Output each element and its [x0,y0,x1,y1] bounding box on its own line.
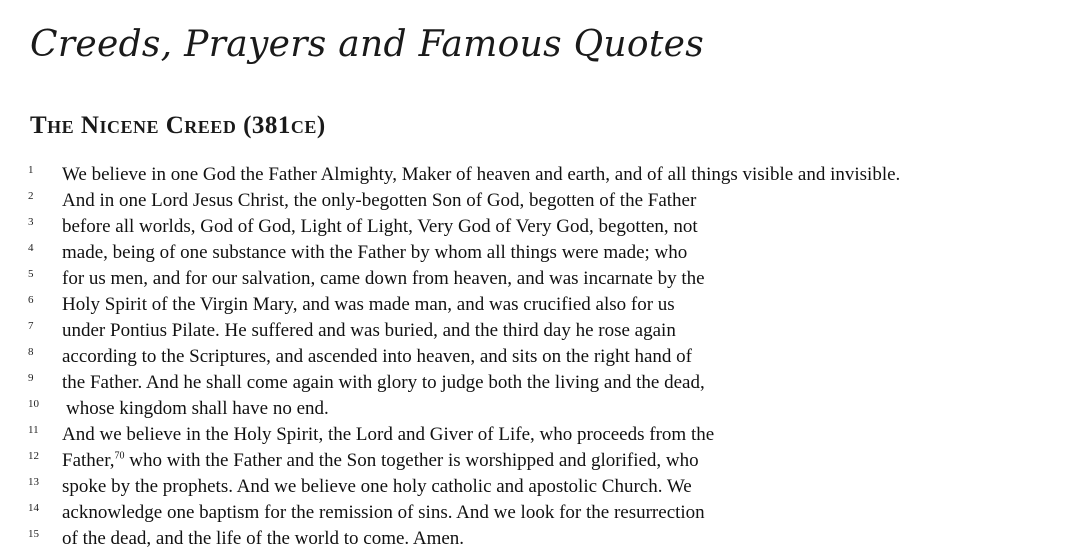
line-number: 12 [28,450,39,462]
line-text: according to the Scriptures, and ascended into heaven, and sits on the right hand of [62,346,692,367]
creed-line [28,188,1068,214]
line-number: 5 [28,268,34,280]
creed-line [28,318,1068,344]
footnote-reference[interactable]: 70 [114,450,125,462]
line-number: 7 [28,320,34,332]
line-number: 6 [28,294,34,306]
creed-line [28,370,1068,396]
line-text: spoke by the prophets. And we believe one holy catholic and apostolic Church. We [62,476,692,497]
creed-line [28,344,1068,370]
line-number: 11 [28,424,39,436]
page-title: Creeds, Prayers and Famous Quotes [30,24,705,65]
line-text: whose kingdom shall have no end. [66,398,329,419]
creed-line [28,474,1068,500]
line-number: 14 [28,502,39,514]
creed-line [28,292,1068,318]
line-text: Holy Spirit of the Virgin Mary, and was made man, and was crucified also for us [62,294,675,315]
line-text: for us men, and for our salvation, came down from heaven, and was incarnate by the [62,268,705,289]
creed-line [28,396,1068,422]
line-text: the Father. And he shall come again with glory to judge both the living and the dead, [62,372,705,393]
creed-line [28,500,1068,526]
line-number: 10 [28,398,39,410]
line-number: 13 [28,476,39,488]
creed-line [28,162,1068,188]
line-text-end: who with the Father and the Son together is worshipped and glorified, who [124,450,699,471]
creed-line [28,214,1068,240]
creed-line [28,526,1068,552]
creed-line [28,240,1068,266]
line-text: And we believe in the Holy Spirit, the Lord and Giver of Life, who proceeds from the [62,424,715,445]
line-text [62,448,699,474]
creed-line [28,448,1068,474]
line-text: of the dead, and the life of the world to come. Amen. [62,528,465,549]
line-number: 1 [28,164,34,176]
line-text: We believe in one God the Father Almighty, Maker of heaven and earth, and of all things visible and invisible. [62,164,901,185]
section-heading: The Nicene Creed (381ce) [30,112,326,139]
line-number: 3 [28,216,34,228]
line-text: acknowledge one baptism for the remission of sins. And we look for the resurrection [62,502,705,523]
line-number: 2 [28,190,34,202]
line-text: before all worlds, God of God, Light of Light, Very God of Very God, begotten, not [62,216,698,237]
creed-line [28,422,1068,448]
line-text: And in one Lord Jesus Christ, the only-begotten Son of God, begotten of the Father [62,190,697,211]
line-text: under Pontius Pilate. He suffered and was buried, and the third day he rose again [62,320,676,341]
line-number: 9 [28,372,34,384]
creed-text [28,162,1068,552]
creed-line [28,266,1068,292]
line-number: 8 [28,346,34,358]
line-number: 4 [28,242,34,254]
line-text-start: Father, [62,450,115,471]
line-text: made, being of one substance with the Father by whom all things were made; who [62,242,688,263]
line-number: 15 [28,528,39,540]
